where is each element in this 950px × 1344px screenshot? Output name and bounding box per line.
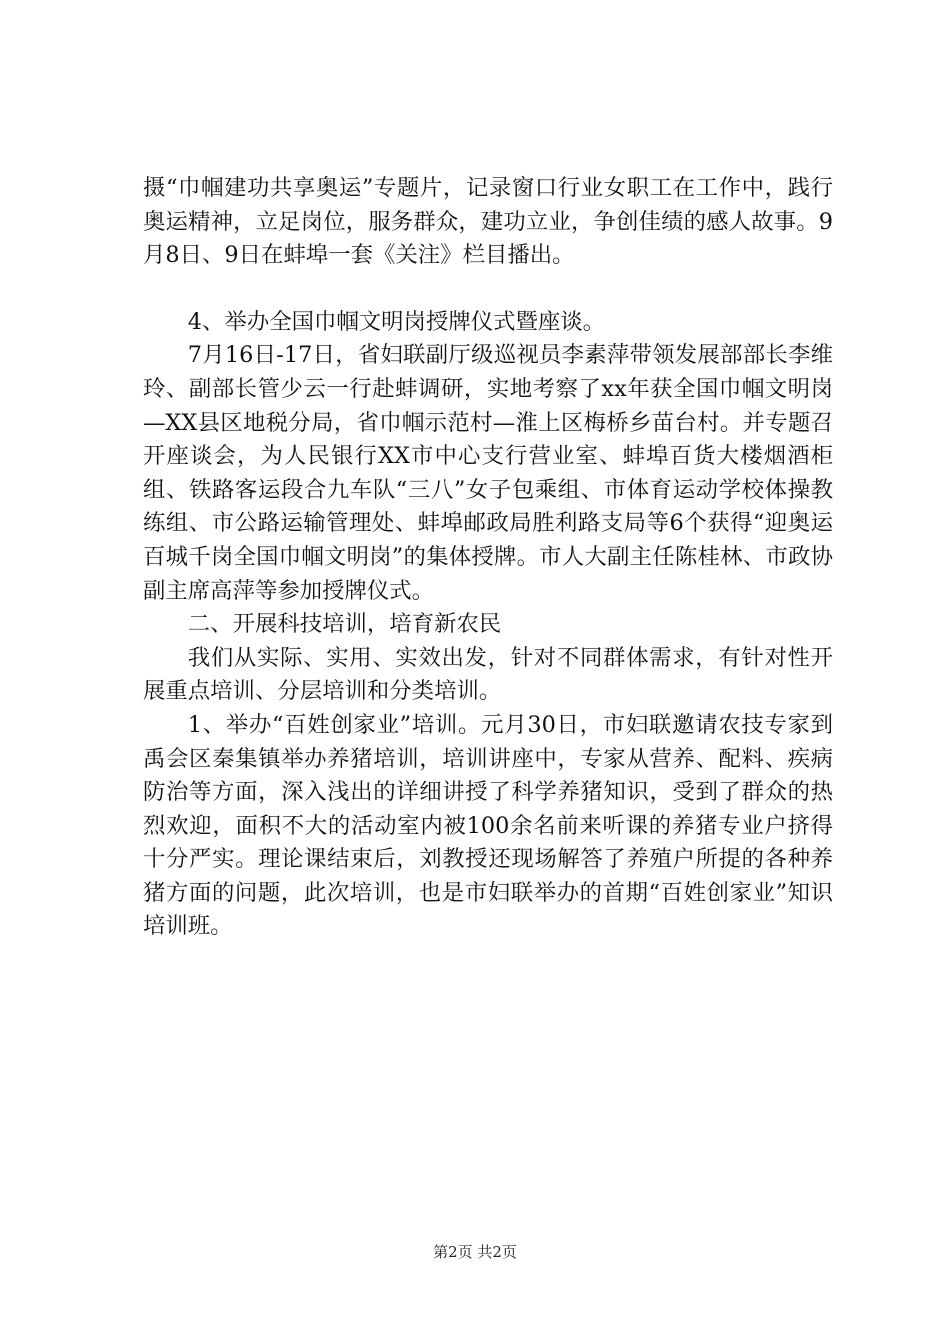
page-footer: 第2页 共2页	[433, 1243, 517, 1261]
paragraph-training-intro: 我们从实际、实用、实效出发，针对不同群体需求，有针对性开展重点培训、分层培训和分类培训。	[143, 644, 833, 705]
section-heading-2: 二、开展科技培训，培育新农民	[187, 611, 502, 638]
section-heading-4: 4、举办全国巾帼文明岗授牌仪式暨座谈。	[187, 308, 606, 335]
paragraph-continuation: 摄“巾帼建功共享奥运”专题片，记录窗口行业女职工在工作中，践行奥运精神，立足岗位，服务群众，建功立业，争创佳绩的感人故事。9月8日、9日在蚌埠一套《关注》栏目播出。	[143, 175, 833, 269]
document-body	[143, 172, 833, 944]
paragraph-award-ceremony: 7月16日-17日，省妇联副厅级巡视员李素萍带领发展部部长李维玲、副部长管少云一行赴蚌调研，实地考察了xx年获全国巾帼文明岗—XX县区地税分局，省巾帼示范村—淮上区梅桥乡苗台村。并专题召开座谈会，为人民银行XX市中心支行营业室、蚌埠百货大楼烟酒柜组、铁路客运段合九车队“三八”女子包乘组、市体育运动学校体操教练组、市公路运输管理处、蚌埠邮政局胜利路支局等6个获得“迎奥运百城千岗全国巾帼文明岗”的集体授牌。市人大副主任陈桂林、市政协副主席高萍等参加授牌仪式。	[143, 342, 833, 604]
paragraph-training-1: 1、举办“百姓创家业”培训。元月30日，市妇联邀请农技专家到禹会区秦集镇举办养猪培训，培训讲座中，专家从营养、配料、疾病防治等方面，深入浅出的详细讲授了科学养猪知识，受到了群众的热烈欢迎，面积不大的活动室内被100余名前来听课的养猪专业户挤得十分严实。理论课结束后，刘教授还现场解答了养殖户所提的各种养猪方面的问题，此次培训，也是市妇联举办的首期“百姓创家业”知识培训班。	[143, 711, 833, 940]
